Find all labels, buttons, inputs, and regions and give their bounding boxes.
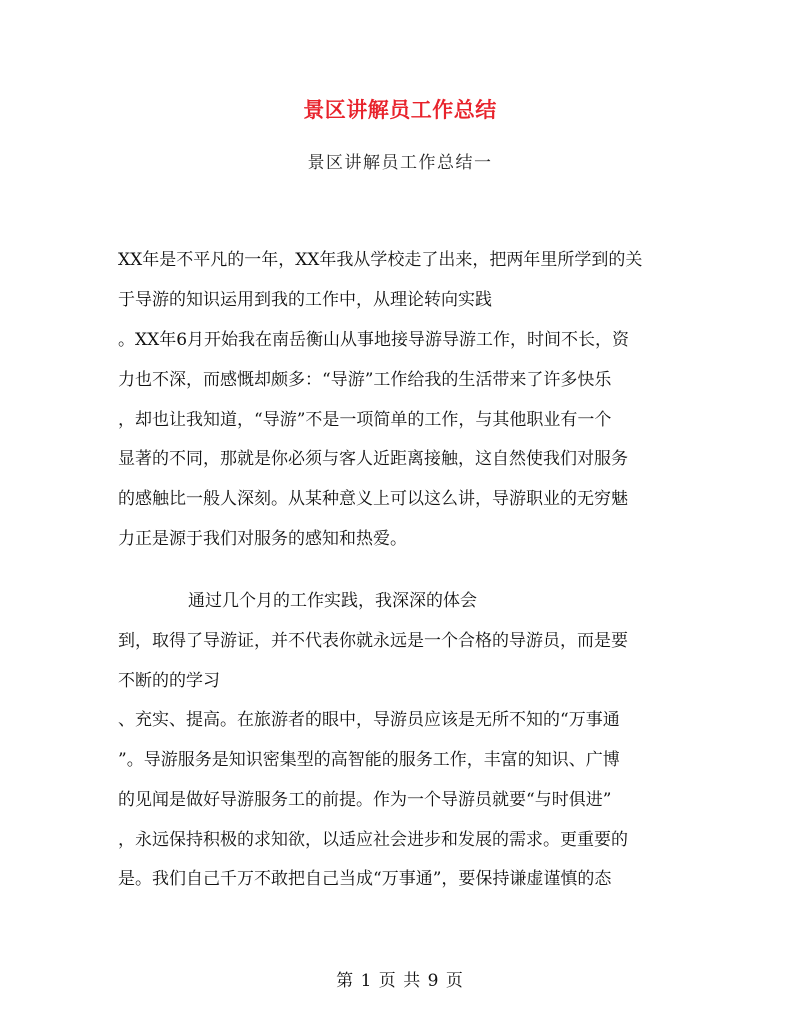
text-line: 。XX年6月开始我在南岳衡山从事地接导游导游工作，时间不长，资 [118,330,630,350]
text-line: XX年是不平凡的一年，XX年我从学校走了出来，把两年里所学到的关 [118,250,643,270]
text-line: 于导游的知识运用到我的工作中，从理论转向实践 [118,290,492,310]
text-line: 、充实、提高。在旅游者的眼中，导游员应该是无所不知的“万事通 [118,710,620,730]
text-line: ，永远保持积极的求知欲，以适应社会进步和发展的需求。更重要的 [118,830,628,850]
document-subtitle: 景区讲解员工作总结一 [307,153,493,173]
page-number: 第 1 页 共 9 页 [336,971,464,991]
text-line: 到，取得了导游证，并不代表你就永远是一个合格的导游员，而是要 [118,631,628,651]
text-line: 的感触比一般人深刻。从某种意义上可以这么讲，导游职业的无穷魅 [118,489,628,509]
text-line: 显著的不同，那就是你必须与客人近距离接触，这自然使我们对服务 [118,449,628,469]
document-title: 景区讲解员工作总结 [303,97,497,122]
text-line: 不断的的学习 [118,671,220,691]
text-line: 力正是源于我们对服务的感知和热爱。 [118,529,407,549]
text-line: 的见闻是做好导游服务工的前提。作为一个导游员就要“与时俱进” [118,790,612,810]
text-line: ，却也让我知道，“导游”不是一项简单的工作，与其他职业有一个 [118,410,612,430]
text-line: 通过几个月的工作实践，我深深的体会 [188,591,477,611]
text-line: 力也不深，而感慨却颇多：“导游”工作给我的生活带来了许多快乐 [118,370,612,390]
text-line: ”。导游服务是知识密集型的高智能的服务工作，丰富的知识、广博 [118,750,620,770]
text-line: 是。我们自己千万不敢把自己当成“万事通”，要保持谦虚谨慎的态 [118,869,612,889]
